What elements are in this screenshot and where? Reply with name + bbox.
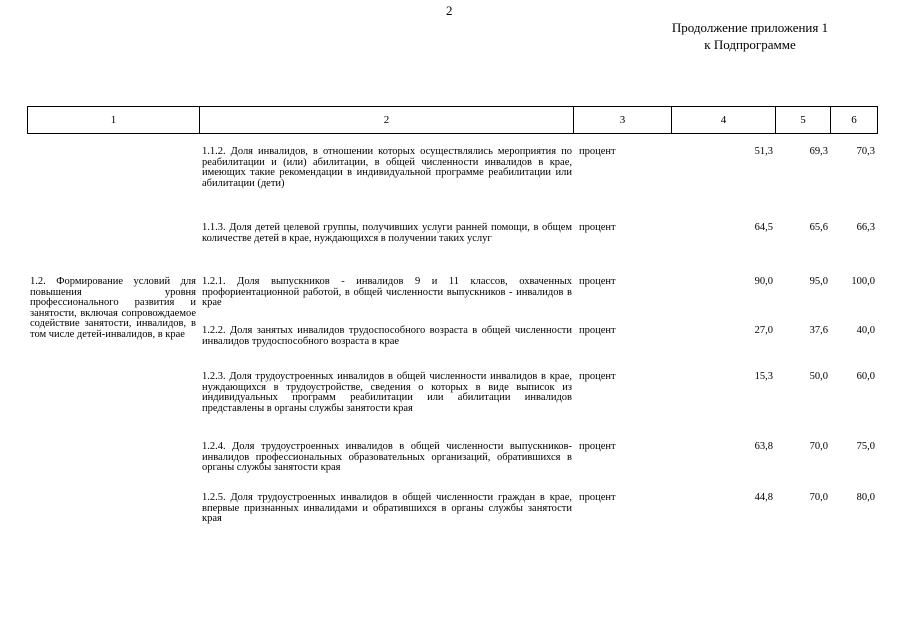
value-col4: 63,8 <box>754 441 773 452</box>
value-col6: 100,0 <box>851 276 875 287</box>
indicator-text: 1.1.3. Доля детей целевой группы, получивших услуги ранней помощи, в общем количестве детей в крае, нуждающихся в получении таких услуг <box>202 222 572 244</box>
value-col6: 40,0 <box>856 325 875 336</box>
value-col5: 70,0 <box>809 492 828 503</box>
appendix-title-line2: к Подпрограмме <box>704 37 796 52</box>
indicator-text: 1.1.2. Доля инвалидов, в отношении которых осуществлялись мероприятия по реабилитации и (или) абилитации, в общей численности инвалидов в крае, имеющих такие рекомендации в индивидуальной программе реабилитации или абилитации (дети) <box>202 146 572 189</box>
table-header <box>27 106 878 134</box>
appendix-title <box>640 19 860 53</box>
indicator-text: 1.2.3. Доля трудоустроенных инвалидов в общей численности инвалидов в крае, нуждающихся в трудоустройстве, сведения о которых в виде выписок из индивидуальных программ реабилитации или абилитации инвалидов представлены в органы службы занятости края <box>202 371 572 414</box>
value-col5: 50,0 <box>809 371 828 382</box>
page-number: 2 <box>446 3 453 18</box>
indicator-text: 1.2.5. Доля трудоустроенных инвалидов в общей численности граждан в крае, впервые признанных инвалидами и обратившихся в органы службы занятости края <box>202 492 572 524</box>
indicator-text: 1.2.2. Доля занятых инвалидов трудоспособного возраста в общей численности инвалидов трудоспособного возраста в крае <box>202 325 572 347</box>
unit-text: процент <box>579 146 616 157</box>
value-col5: 69,3 <box>809 146 828 157</box>
value-col4: 51,3 <box>754 146 773 157</box>
unit-text: процент <box>579 222 616 233</box>
column-header-6: 6 <box>831 107 878 134</box>
unit-text: процент <box>579 441 616 452</box>
value-col5: 95,0 <box>809 276 828 287</box>
column-header-1: 1 <box>28 107 200 134</box>
value-col5: 65,6 <box>809 222 828 233</box>
task-description: 1.2. Формирование условий для повышения уровня профессионального развития и занятости, включая сопровождаемое содействие занятости, инвалидов, в том числе детей-инвалидов, в крае <box>30 276 196 340</box>
value-col5: 70,0 <box>809 441 828 452</box>
column-header-2: 2 <box>200 107 574 134</box>
value-col6: 66,3 <box>856 222 875 233</box>
table-header-row <box>28 107 878 134</box>
unit-text: процент <box>579 276 616 287</box>
value-col6: 80,0 <box>856 492 875 503</box>
value-col4: 15,3 <box>754 371 773 382</box>
value-col4: 44,8 <box>754 492 773 503</box>
value-col6: 60,0 <box>856 371 875 382</box>
indicator-text: 1.2.1. Доля выпускников - инвалидов 9 и 11 классов, охваченных профориентационной работой, в общей численности выпускников - инвалидов в крае <box>202 276 572 308</box>
appendix-title-line1: Продолжение приложения 1 <box>671 20 829 35</box>
column-header-3: 3 <box>574 107 672 134</box>
value-col4: 27,0 <box>754 325 773 336</box>
value-col6: 75,0 <box>856 441 875 452</box>
value-col5: 37,6 <box>809 325 828 336</box>
value-col6: 70,3 <box>856 146 875 157</box>
column-header-4: 4 <box>672 107 776 134</box>
value-col4: 64,5 <box>754 222 773 233</box>
unit-text: процент <box>579 325 616 336</box>
value-col4: 90,0 <box>754 276 773 287</box>
column-header-5: 5 <box>776 107 831 134</box>
unit-text: процент <box>579 371 616 382</box>
indicator-text: 1.2.4. Доля трудоустроенных инвалидов в общей численности выпускников-инвалидов профессиональных образовательных организаций, обратившихся в органы службы занятости края <box>202 441 572 473</box>
unit-text: процент <box>579 492 616 503</box>
